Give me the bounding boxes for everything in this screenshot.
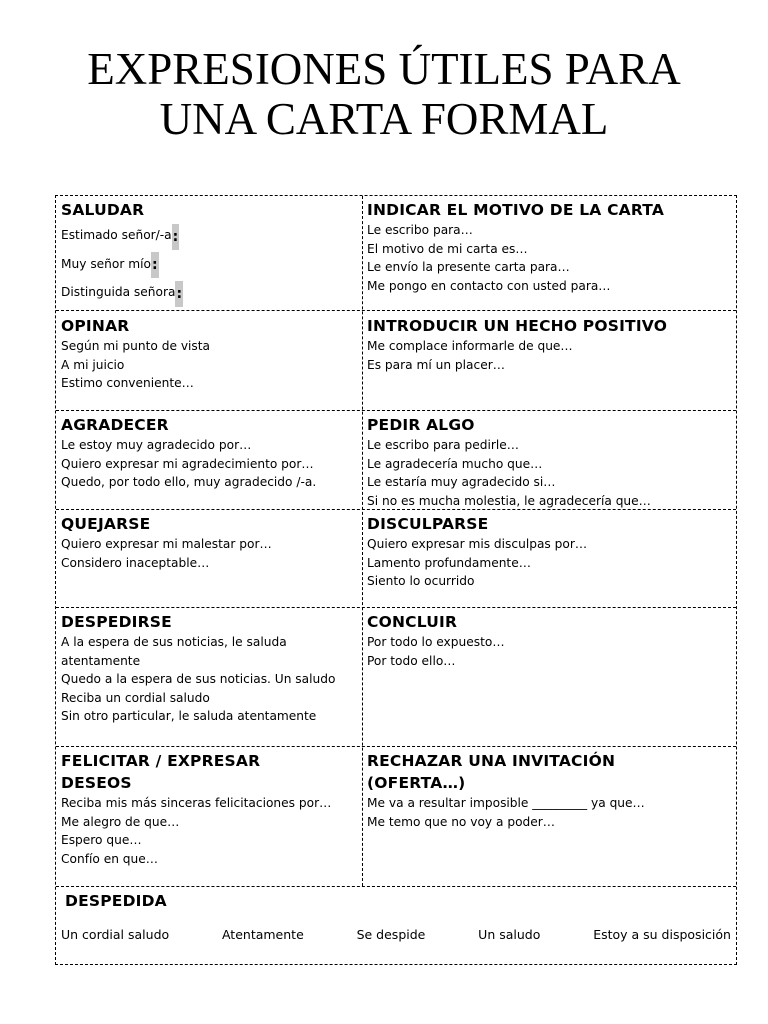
list-item: Por todo ello…: [367, 653, 456, 668]
list-item: Me temo que no voy a poder…: [367, 814, 555, 829]
list-item: Espero que…: [61, 833, 142, 847]
cell-agradecer: [56, 411, 362, 492]
heading-pedir: PEDIR ALGO: [367, 416, 475, 434]
list-item: A la espera de sus noticias, le saluda: [61, 635, 287, 649]
list-item: Reciba un cordial saludo: [61, 690, 210, 705]
page-title: [0, 44, 768, 144]
cell-despedirse: [56, 608, 362, 726]
list-item: Según mi punto de vista: [61, 339, 211, 353]
list-item: Le agradecería mucho que…: [367, 456, 543, 471]
expressions-table: [55, 195, 737, 965]
colon-mark: :: [172, 224, 180, 250]
heading-quejarse: QUEJARSE: [61, 515, 151, 533]
list-item: Quiero expresar mi malestar por…: [61, 537, 272, 551]
heading-disculparse: DISCULPARSE: [367, 515, 489, 533]
list-item: Le estoy muy agradecido por…: [61, 438, 252, 452]
heading-agradecer: AGRADECER: [61, 416, 169, 434]
list-item: Muy señor mío:: [61, 250, 357, 279]
title-line-1: EXPRESIONES ÚTILES PARA: [87, 44, 681, 94]
list-item: Quiero expresar mi agradecimiento por…: [61, 456, 314, 471]
heading-concluir: CONCLUIR: [367, 613, 458, 631]
list-item: Sin otro particular, le saluda atentamente: [61, 709, 317, 723]
colon-mark: :: [175, 281, 183, 307]
list-item: Distinguida señora:: [61, 278, 357, 307]
closing-item: Un cordial saludo: [61, 927, 170, 942]
cell-rechazar: [362, 747, 736, 831]
heading-positivo: INTRODUCIR UN HECHO POSITIVO: [367, 317, 668, 335]
colon-mark: :: [151, 252, 159, 278]
list-item: Le envío la presente carta para…: [367, 260, 570, 274]
list-item: Por todo lo expuesto…: [367, 635, 505, 649]
cell-felicitar: [56, 747, 362, 868]
cell-opinar: [56, 312, 362, 393]
list-item: Si no es mucha molestia, le agradecería que…: [367, 493, 651, 508]
heading-opinar: OPINAR: [61, 317, 130, 335]
list-item: Siento lo ocurrido: [367, 574, 475, 588]
title-line-2: UNA CARTA FORMAL: [159, 94, 609, 144]
closing-item: Estoy a su disposición: [593, 927, 731, 942]
list-item: atentamente: [61, 653, 141, 668]
cell-quejarse: [56, 510, 362, 572]
list-item: Confío en que…: [61, 851, 158, 866]
heading-despedirse: DESPEDIRSE: [61, 613, 172, 631]
row-divider: [56, 310, 736, 311]
cell-disculparse: [362, 510, 736, 591]
list-item: Me va a resultar imposible _________ ya que…: [367, 796, 645, 810]
heading-motivo: INDICAR EL MOTIVO DE LA CARTA: [367, 201, 665, 219]
list-item: Lamento profundamente…: [367, 555, 531, 570]
cell-saludar: [56, 196, 362, 307]
list-item: Me pongo en contacto con usted para…: [367, 278, 611, 293]
list-item: Reciba mis más sinceras felicitaciones por…: [61, 796, 332, 810]
cell-despedida: [56, 887, 736, 964]
heading-rechazar: RECHAZAR UNA INVITACIÓN: [367, 752, 616, 770]
heading-felicitar-2: DESEOS: [61, 774, 132, 792]
list-item: Le estaría muy agradecido si…: [367, 475, 556, 489]
list-item: Le escribo para…: [367, 223, 473, 237]
cell-motivo: [362, 196, 736, 295]
cell-pedir: [362, 411, 736, 510]
list-item: El motivo de mi carta es…: [367, 241, 528, 256]
cell-concluir: [362, 608, 736, 670]
list-item: Estimado señor/-a:: [61, 221, 357, 250]
heading-despedida: DESPEDIDA: [65, 892, 167, 910]
list-item: Es para mí un placer…: [367, 357, 505, 372]
list-item: Me complace informarle de que…: [367, 339, 573, 353]
list-item: Quedo a la espera de sus noticias. Un saludo: [61, 672, 336, 686]
list-item: Quedo, por todo ello, muy agradecido /-a.: [61, 475, 317, 489]
closing-item: Un saludo: [478, 927, 541, 942]
closing-item: Se despide: [356, 927, 426, 942]
list-item: Quiero expresar mis disculpas por…: [367, 537, 588, 551]
list-item: Me alegro de que…: [61, 814, 180, 829]
heading-felicitar: FELICITAR / EXPRESAR: [61, 752, 261, 770]
cell-positivo: [362, 312, 736, 374]
list-item: A mi juicio: [61, 357, 125, 372]
heading-rechazar-2: (OFERTA…): [367, 774, 466, 792]
list-item: Le escribo para pedirle…: [367, 438, 519, 452]
heading-saludar: SALUDAR: [61, 201, 145, 219]
list-item: Considero inaceptable…: [61, 555, 210, 570]
closing-item: Atentamente: [221, 927, 304, 942]
closings-row: [61, 927, 731, 942]
list-item: Estimo conveniente…: [61, 376, 194, 390]
